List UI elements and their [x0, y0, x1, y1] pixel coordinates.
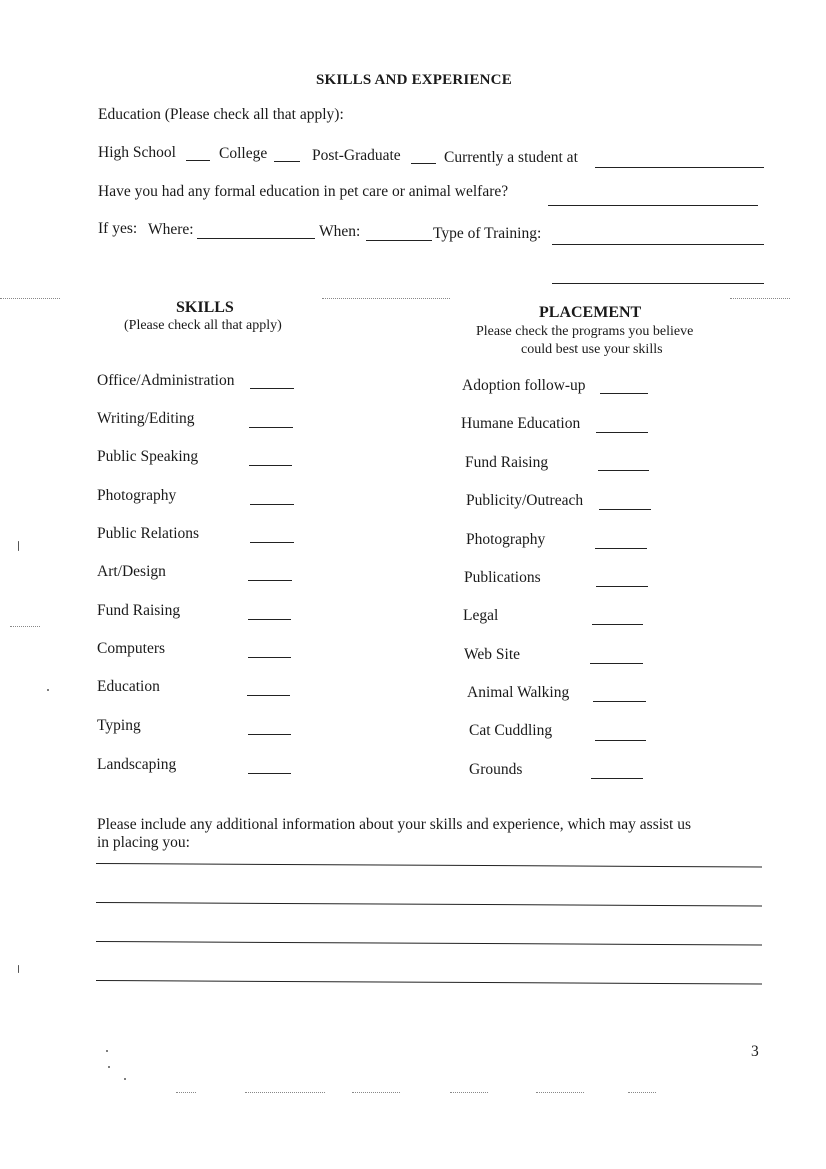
additional-info-line[interactable] — [96, 941, 762, 945]
scan-artifact — [322, 298, 450, 299]
additional-info-line[interactable] — [96, 902, 762, 906]
additional-info-line[interactable] — [96, 863, 762, 867]
scan-artifact — [0, 298, 60, 299]
placement-item-label: Publicity/Outreach — [466, 492, 584, 509]
placement-item-checkbox-blank[interactable] — [598, 470, 649, 471]
scan-speck — [108, 1066, 110, 1068]
where-label: Where: — [148, 221, 194, 238]
page-number: 3 — [751, 1043, 759, 1060]
college-label: College — [219, 145, 268, 162]
high-school-checkbox-blank[interactable] — [186, 160, 210, 161]
placement-item-label: Web Site — [464, 646, 521, 663]
placement-item-label: Animal Walking — [467, 684, 570, 701]
skill-item-checkbox-blank[interactable] — [248, 580, 292, 581]
skill-item-label: Public Relations — [97, 525, 200, 542]
skill-item-label: Fund Raising — [97, 602, 181, 619]
placement-item-checkbox-blank[interactable] — [596, 432, 648, 433]
skill-item-checkbox-blank[interactable] — [250, 542, 294, 543]
placement-item-label: Grounds — [469, 761, 523, 778]
placement-item-label: Humane Education — [461, 415, 581, 432]
additional-info-line[interactable] — [96, 980, 762, 984]
skill-item-label: Office/Administration — [97, 372, 235, 389]
placement-item-label: Fund Raising — [465, 454, 549, 471]
type-of-training-field[interactable] — [552, 244, 764, 245]
scan-artifact — [10, 626, 40, 627]
scan-speck — [47, 689, 49, 691]
post-graduate-checkbox-blank[interactable] — [411, 163, 436, 164]
placement-item-checkbox-blank[interactable] — [600, 393, 648, 394]
page-title: SKILLS AND EXPERIENCE — [316, 72, 512, 88]
scan-artifact — [628, 1092, 656, 1093]
scan-speck — [106, 1050, 108, 1052]
scan-artifact — [450, 1092, 488, 1093]
skill-item-checkbox-blank[interactable] — [248, 734, 291, 735]
skill-item-label: Landscaping — [97, 756, 177, 773]
skill-item-checkbox-blank[interactable] — [249, 427, 293, 428]
college-checkbox-blank[interactable] — [274, 161, 300, 162]
skill-item-checkbox-blank[interactable] — [247, 695, 290, 696]
when-field[interactable] — [366, 240, 432, 241]
skill-item-checkbox-blank[interactable] — [248, 773, 291, 774]
education-prompt: Education (Please check all that apply): — [98, 106, 344, 123]
skill-item-checkbox-blank[interactable] — [250, 388, 294, 389]
skill-item-label: Public Speaking — [97, 448, 199, 465]
skill-item-label: Education — [97, 678, 160, 695]
high-school-label: High School — [98, 144, 176, 161]
skill-item-label: Typing — [97, 717, 141, 734]
scan-artifact — [176, 1092, 196, 1093]
placement-item-label: Cat Cuddling — [469, 722, 553, 739]
placement-subheading: could best use your skills — [521, 342, 663, 357]
scan-speck — [124, 1078, 126, 1080]
currently-student-label: Currently a student at — [444, 149, 578, 166]
type-of-training-label: Type of Training: — [433, 225, 542, 242]
skill-item-label: Computers — [97, 640, 166, 657]
placement-item-label: Publications — [464, 569, 541, 586]
scan-artifact — [536, 1092, 584, 1093]
placement-item-checkbox-blank[interactable] — [599, 509, 651, 510]
scan-artifact — [352, 1092, 400, 1093]
skills-subheading: (Please check all that apply) — [124, 318, 282, 333]
placement-item-label: Legal — [463, 607, 499, 624]
where-field[interactable] — [197, 238, 315, 239]
type-of-training-field-continued[interactable] — [552, 283, 764, 284]
placement-item-checkbox-blank[interactable] — [591, 778, 643, 779]
placement-item-checkbox-blank[interactable] — [596, 586, 648, 587]
placement-item-checkbox-blank[interactable] — [595, 548, 647, 549]
placement-item-checkbox-blank[interactable] — [593, 701, 646, 702]
placement-item-checkbox-blank[interactable] — [592, 624, 643, 625]
skill-item-checkbox-blank[interactable] — [248, 657, 291, 658]
additional-info-prompt: Please include any additional information about your skills and experience, which may assist us — [97, 816, 692, 833]
skill-item-checkbox-blank[interactable] — [249, 465, 292, 466]
skill-item-checkbox-blank[interactable] — [250, 504, 294, 505]
scan-artifact — [245, 1092, 325, 1093]
if-yes-label: If yes: — [98, 220, 138, 237]
skill-item-label: Writing/Editing — [97, 410, 195, 427]
post-graduate-label: Post-Graduate — [312, 147, 401, 164]
additional-info-prompt: in placing you: — [97, 834, 190, 851]
formal-education-answer-field[interactable] — [548, 205, 758, 206]
scan-speck — [18, 965, 19, 973]
skill-item-label: Photography — [97, 487, 177, 504]
scan-artifact — [730, 298, 790, 299]
placement-item-label: Photography — [466, 531, 546, 548]
skills-heading: SKILLS — [176, 299, 234, 316]
scan-speck — [18, 541, 19, 551]
placement-heading: PLACEMENT — [539, 304, 642, 321]
current-school-field[interactable] — [595, 167, 764, 168]
skill-item-label: Art/Design — [97, 563, 166, 580]
when-label: When: — [319, 223, 361, 240]
placement-item-label: Adoption follow-up — [462, 377, 586, 394]
placement-item-checkbox-blank[interactable] — [595, 740, 646, 741]
formal-education-question: Have you had any formal education in pet care or animal welfare? — [98, 183, 509, 200]
skill-item-checkbox-blank[interactable] — [248, 619, 291, 620]
placement-subheading: Please check the programs you believe — [476, 324, 694, 339]
placement-item-checkbox-blank[interactable] — [590, 663, 643, 664]
